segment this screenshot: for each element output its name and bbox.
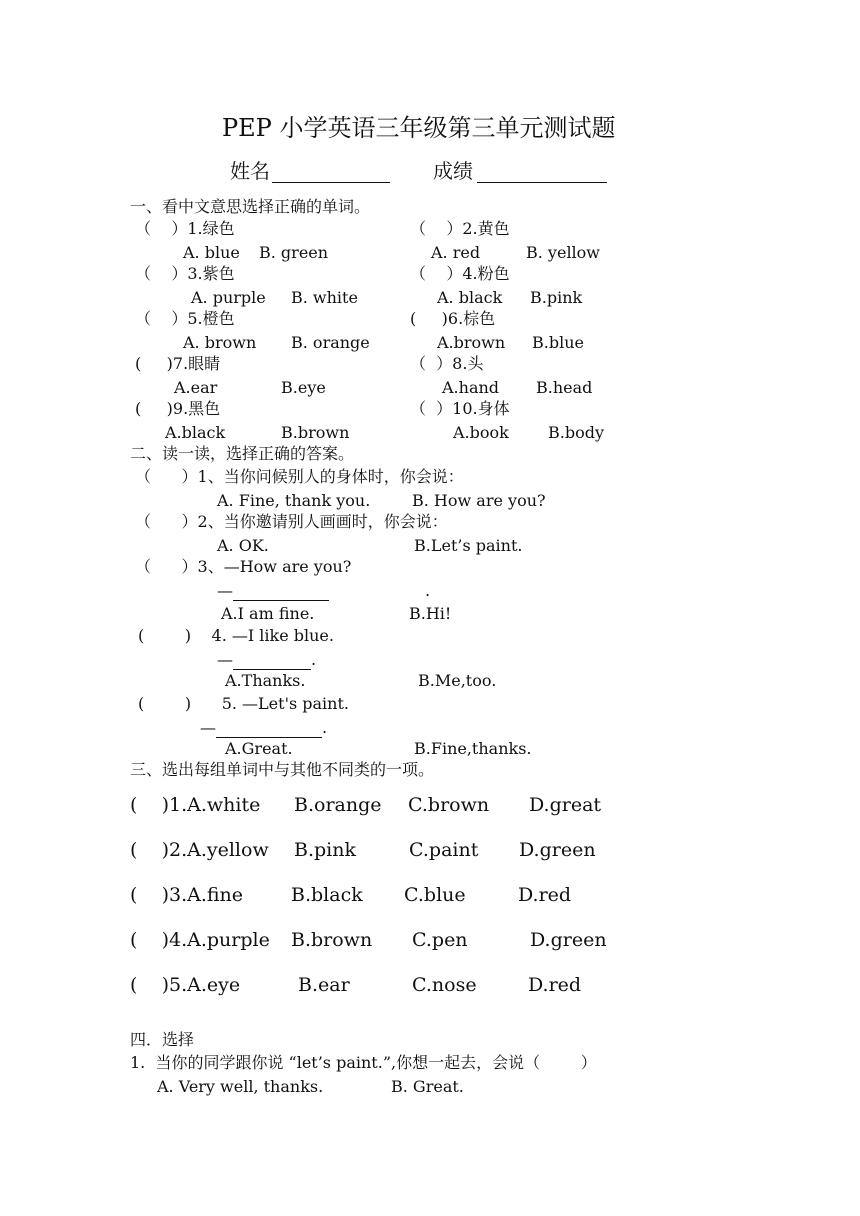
s1-q8[interactable]: （ ）8.头 [410,354,484,373]
s2-q4-option-b: B.Me,too. [418,671,497,690]
s3-q5-option-c: C.nose [412,974,477,996]
s3-q4-option-d: D.green [530,929,607,951]
s2-q2-option-b: B.Let’s paint. [414,536,523,555]
s1-q6[interactable]: ( )6.棕色 [410,309,496,328]
s2-q1-option-b: B. How are you? [412,491,546,510]
s1-q1-option-b: B. green [259,243,329,262]
s2-q2[interactable]: （ ）2、当你邀请别人画画时，你会说： [135,512,448,531]
s1-q6-option-b: B.blue [532,333,584,352]
s4-q1-option-a: A. Very well, thanks. [157,1077,324,1096]
s2-q5-answer-blank[interactable] [216,717,322,738]
s3-q2[interactable]: ( )2.A.yellow [130,839,269,861]
s3-q5-option-b: B.ear [298,974,350,996]
s2-q5-period: . [322,718,328,737]
s1-q7[interactable]: ( )7.眼睛 [135,354,221,373]
s2-q3-option-b: B.Hi! [409,604,452,623]
s2-q1-option-a: A. Fine, thank you. [217,491,371,510]
s3-q4-option-b: B.brown [291,929,373,951]
s2-q2-option-a: A. OK. [217,536,269,555]
s1-q9-option-a: A.black [165,423,226,442]
s1-q5[interactable]: （ ）5.橙色 [135,309,235,328]
s1-q9[interactable]: ( )9.黑色 [135,399,221,418]
s2-q3-option-a: A.I am fine. [221,604,315,623]
s2-q3-answer-blank[interactable] [233,580,329,601]
s2-q3-dash: — [217,581,233,600]
s1-q10[interactable]: （ ）10.身体 [410,399,510,418]
s2-q5-dash: — [200,718,216,737]
s1-q9-option-b: B.brown [281,423,350,442]
s1-q3[interactable]: （ ）3.紫色 [135,264,235,283]
s2-q5-option-b: B.Fine,thanks. [414,739,532,758]
section2-heading: 二、读一读，选择正确的答案。 [130,444,355,463]
s3-q1-option-b: B.orange [294,794,382,816]
s3-q2-option-b: B.pink [294,839,356,861]
section4-heading: 四．选择 [130,1030,195,1049]
s3-q3-option-b: B.black [291,884,363,906]
s1-q2-option-b: B. yellow [526,243,600,262]
s4-q1[interactable]: 1. 当你的同学跟你说 “let’s paint.”,你想一起去，会说（ ） [130,1053,597,1072]
s2-q3[interactable]: （ ）3、—How are you? [135,557,352,576]
s4-q1-option-b: B. Great. [391,1077,464,1096]
s2-q4-option-a: A.Thanks. [225,671,306,690]
s3-q1-option-d: D.great [529,794,602,816]
s1-q5-option-a: A. brown [183,333,257,352]
score-blank[interactable] [477,162,607,183]
s3-q4-option-c: C.pen [412,929,468,951]
s1-q3-option-a: A. purple [191,288,266,307]
s1-q8-option-a: A.hand [442,378,500,397]
s3-q3-option-c: C.blue [404,884,466,906]
section1-heading: 一、看中文意思选择正确的单词。 [130,197,371,216]
s2-q4[interactable]: ( ) 4. —I like blue. [138,626,334,645]
s1-q1-option-a: A. blue [183,243,240,262]
s2-q5[interactable]: ( ) 5. —Let's paint. [138,694,349,713]
section3-heading: 三、选出每组单词中与其他不同类的一项。 [130,760,435,779]
s1-q5-option-b: B. orange [291,333,370,352]
s3-q2-option-d: D.green [519,839,596,861]
s3-q1-option-c: C.brown [408,794,490,816]
s1-q4-option-b: B.pink [530,288,583,307]
s1-q2[interactable]: （ ）2.黄色 [410,219,510,238]
name-label: 姓名 [230,159,270,183]
s1-q2-option-a: A. red [431,243,481,262]
s2-q5-option-a: A.Great. [225,739,293,758]
s1-q4-option-a: A. black [437,288,503,307]
s3-q1[interactable]: ( )1.A.white [130,794,261,816]
s1-q7-option-b: B.eye [281,378,326,397]
s1-q6-option-a: A.brown [437,333,506,352]
s3-q5[interactable]: ( )5.A.eye [130,974,241,996]
s3-q2-option-c: C.paint [409,839,479,861]
s1-q7-option-a: A.ear [174,378,218,397]
score-label: 成绩 [433,159,473,183]
s2-q1[interactable]: （ ）1、当你问候别人的身体时，你会说： [135,467,464,486]
s3-q3-option-d: D.red [518,884,572,906]
s3-q4[interactable]: ( )4.A.purple [130,929,270,951]
s2-q3-period: . [425,581,431,600]
name-blank[interactable] [272,162,390,183]
s1-q4[interactable]: （ ）4.粉色 [410,264,510,283]
s2-q4-dash: — [217,650,233,669]
s1-q1[interactable]: （ ）1.绿色 [135,219,235,238]
page-title: PEP 小学英语三年级第三单元测试题 [222,114,616,142]
s1-q10-option-a: A.book [453,423,509,442]
s1-q3-option-b: B. white [291,288,358,307]
s3-q3[interactable]: ( )3.A.fine [130,884,244,906]
s2-q4-answer-blank[interactable] [233,649,311,670]
s1-q10-option-b: B.body [548,423,604,442]
s2-q4-period: . [311,650,317,669]
s1-q8-option-b: B.head [536,378,593,397]
s3-q5-option-d: D.red [528,974,582,996]
